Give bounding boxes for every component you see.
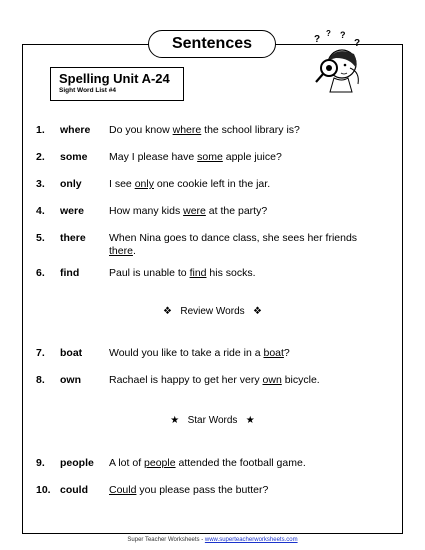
spelling-word: people [60,457,94,469]
example-sentence: Paul is unable to find his socks. [109,267,256,279]
unit-box [50,67,184,101]
item-number: 8. [36,374,45,386]
girl-magnifier-illustration [306,28,368,94]
item-number: 3. [36,178,45,190]
svg-text:?: ? [340,30,346,40]
spelling-word: only [60,178,82,190]
svg-text:?: ? [314,34,321,45]
example-sentence: A lot of people attended the football game. [109,457,306,469]
item-number: 10. [36,484,51,496]
example-sentence: Rachael is happy to get her very own bicycle. [109,374,320,386]
example-sentence: When Nina goes to dance class, she sees her friends there. [109,232,358,257]
unit-title: Spelling Unit A-24 [59,71,170,86]
example-sentence: I see only one cookie left in the jar. [109,178,271,190]
item-number: 4. [36,205,45,217]
item-number: 2. [36,151,45,163]
item-number: 6. [36,267,45,279]
item-number: 5. [36,232,45,244]
example-sentence: Do you know where the school library is? [109,124,300,136]
svg-text:?: ? [326,29,331,38]
footer: Super Teacher Worksheets - www.superteacherworksheets.com [127,537,298,543]
example-sentence: May I please have some apple juice? [109,151,282,163]
diamond-icon: ❖ [163,306,173,317]
spelling-word: boat [60,347,83,359]
star-icon: ★ [170,415,180,426]
review-words-heading: ❖ Review Words ❖ [163,306,262,317]
spelling-word: where [60,124,91,136]
spelling-word: there [60,232,86,244]
unit-subtitle: Sight Word List #4 [59,87,116,94]
item-number: 9. [36,457,45,469]
spelling-word: own [60,374,81,386]
example-sentence: Could you please pass the butter? [109,484,269,496]
footer-link[interactable]: www.superteacherworksheets.com [204,537,298,543]
spelling-word: could [60,484,88,496]
spelling-word: were [60,205,84,217]
page-title: Sentences [148,30,276,58]
star-icon: ★ [245,415,255,426]
example-sentence: How many kids were at the party? [109,205,268,217]
svg-text:?: ? [354,38,361,49]
spelling-word: find [60,267,80,279]
star-words-heading: ★ Star Words ★ [170,415,255,426]
diamond-icon: ❖ [252,306,262,317]
spelling-word: some [60,151,88,163]
item-number: 1. [36,124,45,136]
example-sentence: Would you like to take a ride in a boat? [109,347,290,359]
item-number: 7. [36,347,45,359]
